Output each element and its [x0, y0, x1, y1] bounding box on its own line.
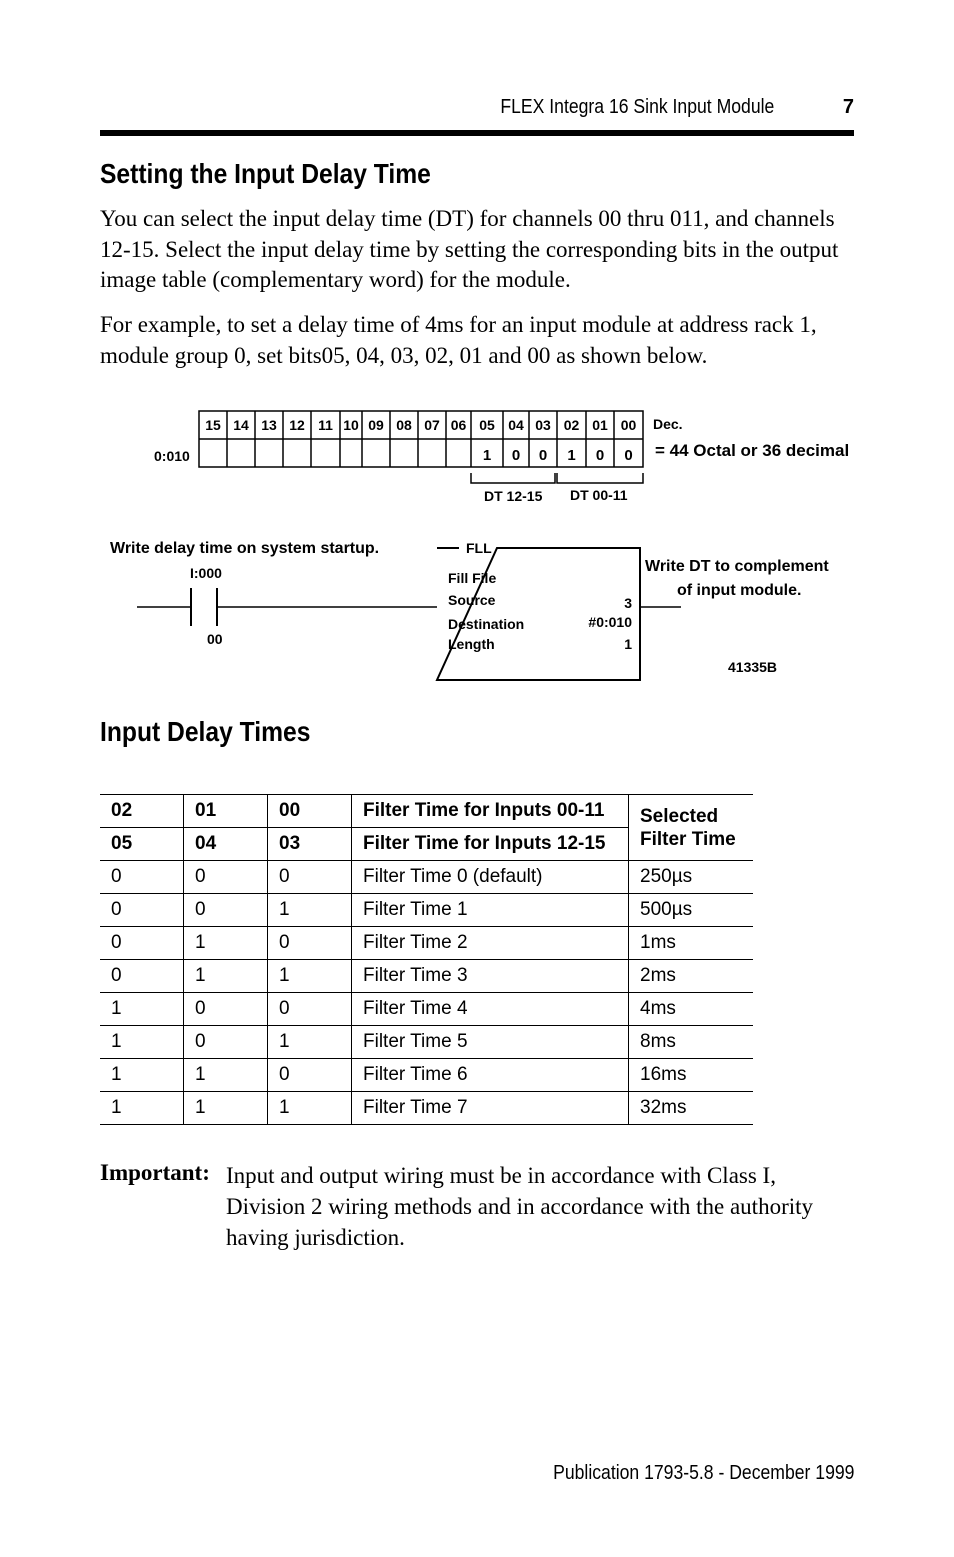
bit-label: 08	[396, 417, 412, 433]
table-cell: 1ms	[629, 927, 754, 960]
table-cell: 1	[184, 927, 268, 960]
page-number: 7	[842, 96, 854, 118]
table-header-cell: 02	[100, 795, 184, 828]
table-cell: 0	[184, 993, 268, 1026]
important-text: Input and output wiring must be in accordance with Class I, Division 2 wiring methods and in accordance with the authority having jurisdiction.	[226, 1163, 814, 1250]
word-address: 0:010	[154, 448, 190, 464]
table-header-cell: 00	[268, 795, 352, 828]
source-label: Source	[448, 592, 496, 608]
bit-value: 0	[538, 447, 548, 464]
table-header-row	[100, 795, 753, 828]
table-cell: 1	[100, 1092, 184, 1125]
bit-label: 13	[261, 417, 277, 433]
source-value: 3	[624, 595, 632, 611]
table-cell: 1	[268, 1092, 352, 1125]
bit-label: 02	[563, 417, 580, 433]
bit-label: 14	[233, 417, 249, 433]
table-cell: 0	[268, 1059, 352, 1092]
length-label: Length	[448, 636, 495, 652]
table-header-cell: Filter Time for Inputs 12-15	[352, 828, 629, 861]
destination-value: #0:010	[588, 614, 632, 630]
table-row	[100, 1026, 753, 1059]
table-cell: 0	[268, 993, 352, 1026]
bit-value: 0	[595, 447, 605, 464]
table-cell: 2ms	[629, 960, 754, 993]
table-cell: 1	[184, 1092, 268, 1125]
table-header-cell: 05	[100, 828, 184, 861]
bit-label: 05	[479, 417, 495, 433]
table-cell: 4ms	[629, 993, 754, 1026]
bit-label: 12	[289, 417, 305, 433]
table-cell: 1	[184, 960, 268, 993]
table-cell: 1	[100, 1059, 184, 1092]
table-cell: 32ms	[629, 1092, 754, 1125]
output-comment-line1: Write DT to complement	[645, 558, 829, 575]
table-row	[100, 894, 753, 927]
bit-label: 04	[508, 417, 524, 433]
table-row	[100, 960, 753, 993]
section-title-input-delay: Setting the Input Delay Time	[100, 158, 431, 189]
table-cell: 0	[184, 861, 268, 894]
table-cell: 1	[268, 1026, 352, 1059]
table-cell: 0	[184, 1026, 268, 1059]
table-cell: Filter Time 0 (default)	[352, 861, 629, 894]
group-label-dt-00-11: DT 00-11	[570, 487, 628, 503]
dec-label: Dec.	[653, 416, 683, 432]
bit-label: 15	[205, 417, 221, 433]
table-cell: 1	[268, 894, 352, 927]
table-row	[100, 1059, 753, 1092]
table-cell: 500µs	[629, 894, 754, 927]
fill-file-label: Fill File	[448, 570, 497, 586]
table-cell: 8ms	[629, 1026, 754, 1059]
bit-value: 0	[511, 447, 521, 464]
section-title-input-delay-times: Input Delay Times	[100, 716, 311, 747]
table-cell: 0	[184, 894, 268, 927]
bracket-dt-00-11	[557, 473, 643, 483]
contact-bit: 00	[207, 631, 223, 647]
table-cell: 0	[100, 927, 184, 960]
table-cell: Filter Time 7	[352, 1092, 629, 1125]
table-cell: Filter Time 4	[352, 993, 629, 1026]
table-cell: 0	[100, 894, 184, 927]
rung-comment: Write delay time on system startup.	[110, 540, 380, 557]
table-cell: 1	[268, 960, 352, 993]
table-cell: 1	[100, 993, 184, 1026]
bit-value: 1	[567, 447, 576, 464]
group-label-dt-12-15: DT 12-15	[484, 488, 543, 504]
bit-label: 00	[620, 417, 637, 433]
bit-label: 07	[424, 417, 440, 433]
table-header-cell: Filter Time for Inputs 00-11	[352, 795, 629, 828]
length-value: 1	[624, 636, 632, 652]
table-cell: 0	[100, 960, 184, 993]
bit-diagram-and-ladder-rung	[0, 0, 954, 700]
important-label: Important:	[100, 1160, 210, 1185]
table-cell: Filter Time 5	[352, 1026, 629, 1059]
figure-id: 41335B	[728, 659, 778, 675]
table-cell: 1	[184, 1059, 268, 1092]
table-row	[100, 927, 753, 960]
bit-value: 0	[624, 447, 633, 464]
bracket-dt-12-15	[471, 473, 555, 483]
table-row	[100, 993, 753, 1026]
table-row	[100, 1092, 753, 1125]
table-header-cell: 04	[184, 828, 268, 861]
selected-header-line1: Selected	[640, 805, 719, 827]
table-cell: Filter Time 2	[352, 927, 629, 960]
table-cell: 0	[268, 927, 352, 960]
table-row	[100, 861, 753, 894]
table-cell: 16ms	[629, 1059, 754, 1092]
bit-label: 01	[592, 417, 608, 433]
selected-header-line2: Filter Time	[640, 828, 736, 850]
table-cell: 250µs	[629, 861, 754, 894]
body-paragraph-2: For example, to set a delay time of 4ms for an input module at address rack 1, module group 0, set bits05, 04, 03, 02, 01 and 00 as shown below.	[100, 312, 817, 368]
bit-label: 11	[318, 417, 333, 433]
table-cell: 0	[268, 861, 352, 894]
bit-label: 03	[535, 417, 551, 433]
fll-instruction: FLL	[466, 540, 492, 556]
table-cell: Filter Time 1	[352, 894, 629, 927]
publication-footer: Publication 1793-5.8 - December 1999	[552, 1462, 854, 1484]
input-delay-times-table	[100, 794, 753, 1125]
equals-text: = 44 Octal or 36 decimal	[655, 441, 850, 460]
destination-label: Destination	[448, 616, 525, 632]
table-cell: 0	[100, 861, 184, 894]
table-header-cell: 01	[184, 795, 268, 828]
bit-label: 06	[450, 417, 467, 433]
table-cell: Filter Time 6	[352, 1059, 629, 1092]
bit-value: 1	[482, 447, 492, 464]
bit-label: 09	[368, 417, 384, 433]
contact-address: I:000	[190, 565, 222, 581]
table-cell: Filter Time 3	[352, 960, 629, 993]
table-cell: 1	[100, 1026, 184, 1059]
table-header-cell: 03	[268, 828, 352, 861]
selected-filter-time-header	[629, 795, 754, 861]
output-comment-line2: of input module.	[677, 582, 802, 599]
running-title: FLEX Integra 16 Sink Input Module	[500, 96, 774, 118]
body-paragraph-1: You can select the input delay time (DT) for channels 00 thru 011, and channels 12-15. Select the input delay time by setting the corresponding bits in the output image table (complementary word) for the module.	[100, 206, 839, 292]
bit-label: 10	[343, 417, 359, 433]
